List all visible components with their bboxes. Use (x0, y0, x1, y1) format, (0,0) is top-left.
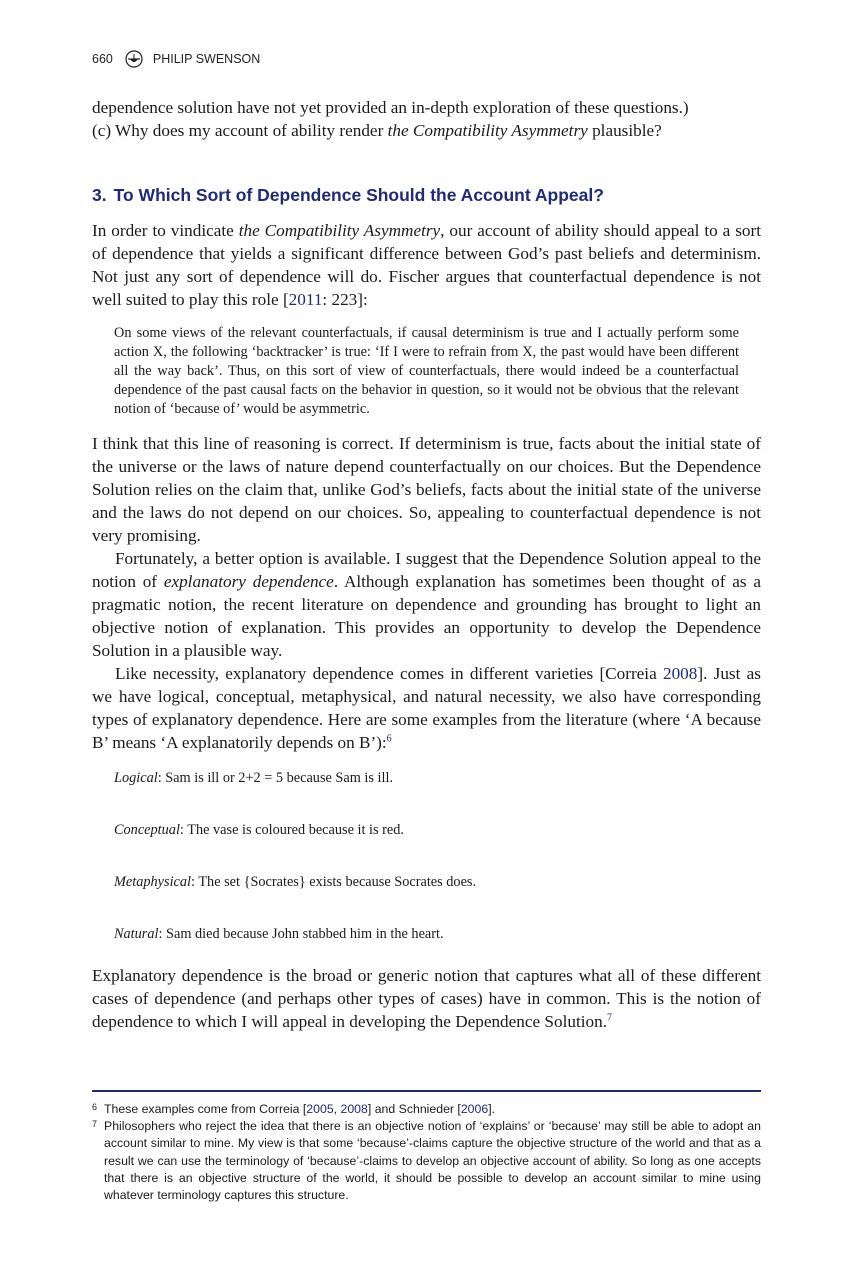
footnote-7 (92, 1118, 761, 1204)
fn6-text-end: ]. (488, 1102, 496, 1116)
publisher-logo-icon (125, 50, 143, 68)
example-conceptual (114, 821, 739, 840)
example-text: : The set {Socrates} exists because Socrates does. (191, 874, 477, 890)
citation-link-2005[interactable]: 2005 (306, 1102, 334, 1116)
footnote-marker-7[interactable]: 7 (607, 1012, 612, 1024)
example-logical (114, 769, 739, 788)
continuation-line-2-end: plausible? (587, 121, 662, 140)
example-text: : Sam died because John stabbed him in the heart. (158, 926, 444, 942)
continuation-line-2: (c) Why does my account of ability render (92, 121, 388, 140)
paragraph-1 (92, 219, 761, 311)
footnote-marker-6[interactable]: 6 (386, 733, 392, 745)
running-header (92, 50, 260, 68)
para1-text-start: In order to vindicate (92, 221, 239, 240)
para4-text-start: Like necessity, explanatory dependence comes in different varieties [Correia (115, 664, 663, 683)
footnote-number: 7 (92, 1119, 98, 1130)
footnote-6 (92, 1101, 761, 1118)
para1-emphasis: the Compatibility Asymmetry (238, 221, 441, 240)
para3-text-start: Fortunately, a better option is available. I suggest that the Dependence Solution appeal to the notion of (92, 549, 761, 591)
fn6-separator: , (333, 1102, 341, 1116)
paragraph-3 (92, 547, 761, 662)
example-label: Natural (114, 926, 159, 942)
example-label: Metaphysical (114, 874, 192, 890)
para1-text-end: : 223]: (322, 290, 368, 309)
citation-link-2008-fn[interactable]: 2008 (340, 1102, 368, 1116)
example-list (92, 769, 761, 944)
footnotes (92, 1090, 761, 1204)
example-metaphysical (114, 873, 739, 892)
continuation-paragraph (92, 96, 761, 142)
para1-text-mid: , our account of ability should appeal to a sort of dependence that yields a significant difference between God’s past beliefs and determinism. Not just any sort of dependence will do. Fischer argues that counterfactual dependence is not well suited to play this role [ (92, 221, 761, 309)
example-text: : The vase is coloured because it is red. (179, 822, 404, 838)
citation-link-2011[interactable]: 2011 (288, 290, 323, 309)
example-text: : Sam is ill or 2+2 = 5 because Sam is ill. (157, 770, 394, 786)
para3-text-end: . Although explanation has sometimes been thought of as a pragmatic notion, the recent literature on dependence and grounding has brought to light an objective notion of explanation. This provides an opportunity to develop the Dependence Solution in a plausible way. (92, 572, 761, 660)
citation-link-2006[interactable]: 2006 (460, 1102, 489, 1116)
example-label: Conceptual (114, 822, 180, 838)
footnote-number: 6 (92, 1102, 98, 1112)
fn6-text-start: These examples come from Correia [ (104, 1102, 307, 1116)
paragraph-2: I think that this line of reasoning is correct. If determinism is true, facts about the initial state of the universe or the laws of nature depend counterfactually on our choices. But the Dependence Solution relies on the claim that, unlike God’s beliefs, facts about the initial state of the universe and the laws do not depend on our choices. So, appealing to counterfactual dependence is not very promising. (92, 434, 761, 545)
main-text (92, 96, 761, 1033)
block-quote: On some views of the relevant counterfactuals, if causal determinism is true and I actually perform some action X, the following ‘backtracker’ is true: ‘If I were to refrain from X, the past would have been different all the way back’. Thus, on this sort of view of counterfactuals, there would indeed be a counterfactual dependence of the past causal facts on the behavior in question, so it would not be obvious that the relevant notion of ‘because of’ would be asymmetric. (114, 325, 739, 417)
para5-text: Explanatory dependence is the broad or generic notion that captures what all of these different cases of dependence (and perhaps other types of cases) have in common. This is the notion of dependence to which I will appeal in developing the Dependence Solution. (92, 966, 761, 1031)
section-number: 3. (92, 185, 107, 205)
continuation-line-1: dependence solution have not yet provided an in-depth exploration of these questions.) (92, 98, 689, 117)
paragraph-4 (92, 662, 761, 754)
running-author: PHILIP SWENSON (152, 52, 261, 66)
para4-text-end: ]. Just as we have logical, conceptual, metaphysical, and natural necessity, we also have corresponding types of explanatory dependence. Here are some examples from the literature (where ‘A because B’ means ‘A explanatorily depends on B’): (92, 664, 761, 752)
footnote-text: Philosophers who reject the idea that there is an objective notion of ‘explains’ or ‘because’ may still be able to adopt an account similar to mine. My view is that some ‘because’-claims capture the objective structure of the world and that as a result we can use the terminology of ‘because’-claims to develop an objective account of ability. So long as one accepts that there is an objective structure of the world, it should be possible to develop an account similar to mine using whatever terminology captures this structure. (104, 1119, 761, 1203)
example-natural (114, 925, 739, 944)
continuation-emphasis: the Compatibility Asymmetry (387, 121, 588, 140)
fn6-text-mid: ] and Schnieder [ (367, 1102, 461, 1116)
section-title: To Which Sort of Dependence Should the Account Appeal? (113, 185, 604, 205)
example-label: Logical (114, 770, 158, 786)
citation-link-2008[interactable]: 2008 (662, 664, 698, 683)
page-number: 660 (92, 52, 113, 66)
footnote-text (104, 1101, 761, 1118)
para3-emphasis: explanatory dependence (163, 572, 334, 591)
section-heading (92, 184, 761, 206)
paragraph-5 (92, 964, 761, 1033)
